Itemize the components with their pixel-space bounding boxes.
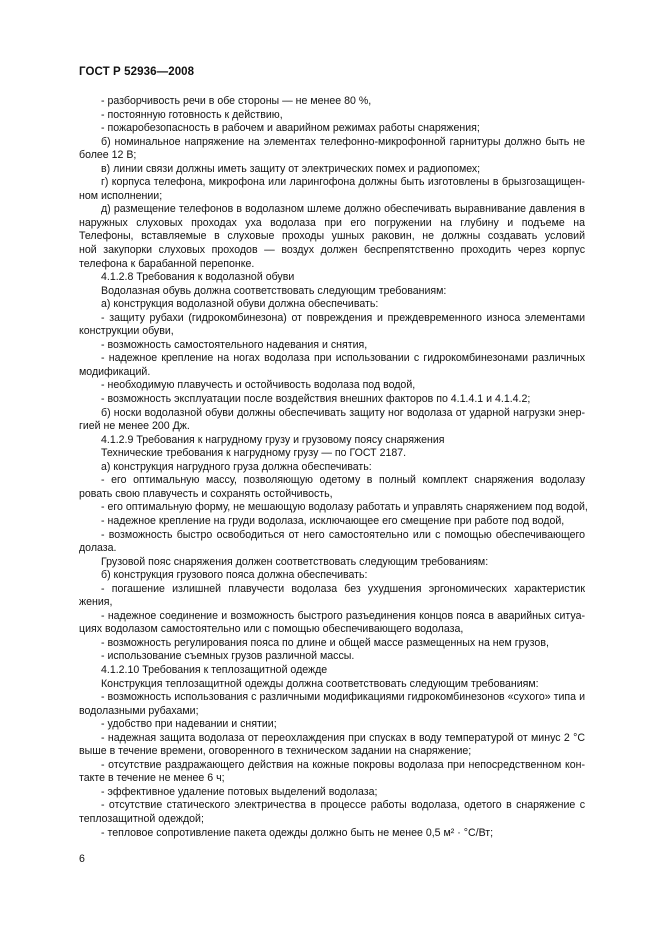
text-line: - отсутствие статического электричества в процессе работы водолаза, одетого в снаряжение с bbox=[101, 799, 585, 812]
text-line: водолазными рубахами; bbox=[79, 704, 199, 717]
page-number: 6 bbox=[79, 853, 85, 865]
text-line: - удобство при надевании и снятии; bbox=[101, 718, 277, 731]
text-line: такте в течение не менее 6 ч; bbox=[79, 772, 225, 785]
text-line: - разборчивость речи в обе стороны — не менее 80 %, bbox=[101, 95, 372, 107]
text-line: - надежная защита водолаза от переохлаждения при спусках в воду температурой от минус 2 °С bbox=[101, 731, 585, 744]
text-line: теплозащитной одеждой; bbox=[79, 812, 204, 825]
text-line: - возможность самостоятельного надевания и снятия, bbox=[101, 338, 368, 351]
text-line: Водолазная обувь должна соответствовать следующим требованиям: bbox=[101, 284, 447, 297]
text-line: Грузовой пояс снаряжения должен соответствовать следующим требованиям: bbox=[101, 555, 489, 568]
text-line: - его оптимальную форму, не мешающую водолазу работать и управлять снаряжением под водой, bbox=[101, 501, 588, 514]
text-line: модификаций. bbox=[79, 365, 151, 378]
text-line: - необходимую плавучесть и остойчивость водолаза под водой, bbox=[101, 379, 416, 392]
text-line: а) конструкция нагрудного груза должна обеспечивать: bbox=[101, 460, 372, 473]
text-line: - возможность регулирования пояса по длине и общей массе размещенных на нем грузов, bbox=[101, 636, 549, 649]
text-line: циях водолазом самостоятельно или с помощью обеспечивающего водолаза, bbox=[79, 623, 464, 636]
text-line: жения, bbox=[79, 596, 113, 609]
text-line: ной закупорки слуховых проходов — воздух должен беспрепятственно проходить через корпус bbox=[79, 244, 585, 257]
text-line: наружных слуховых проходах уха водолаза при его погружении на глубину и подъеме на bbox=[79, 216, 585, 229]
text-line: Конструкция теплозащитной одежды должна соответствовать следующим требованиям: bbox=[101, 677, 539, 690]
text-line: б) носки водолазной обуви должны обеспечивать защиту ног водолаза от ударной нагрузки энер- bbox=[101, 406, 585, 419]
text-line: Телефоны, вставляемые в слуховые проходы ушных раковин, не должны создавать условий bbox=[79, 230, 585, 243]
text-line: долаза. bbox=[79, 542, 117, 555]
text-line: - использование съемных грузов различной массы. bbox=[101, 650, 355, 663]
text-line: а) конструкция водолазной обуви должна обеспечивать: bbox=[101, 298, 379, 311]
text-line: телефона к барабанной перепонке. bbox=[79, 257, 255, 270]
text-line: - постоянную готовность к действию, bbox=[101, 108, 283, 121]
text-line: - эффективное удаление потовых выделений водолаза; bbox=[101, 785, 378, 798]
text-line: - надежное соединение и возможность быстрого разъединения концов пояса в аварийных ситуа- bbox=[101, 609, 585, 622]
text-line: Технические требования к нагрудному грузу — по ГОСТ 2187. bbox=[101, 447, 407, 460]
text-line: - погашение излишней плавучести водолаза без ухудшения эргономических характеристик bbox=[101, 582, 585, 595]
text-line: - возможность эксплуатации после воздействия внешних факторов по 4.1.4.1 и 4.1.4.2; bbox=[101, 393, 531, 406]
text-line: конструкции обуви, bbox=[79, 325, 174, 338]
text-line: д) размещение телефонов в водолазном шлеме должно обеспечивать выравнивание давления в bbox=[101, 203, 585, 216]
text-line: выше в течение времени, оговоренного в техническом задании на снаряжение; bbox=[79, 745, 472, 758]
text-line: г) корпуса телефона, микрофона или ларингофона должны быть изготовлены в брызгозащищен- bbox=[101, 176, 585, 189]
text-line: б) конструкция грузового пояса должна обеспечивать: bbox=[101, 569, 368, 582]
text-line: - его оптимальную массу, позволяющую одетому в полный комплект снаряжения водолазу bbox=[101, 474, 585, 487]
text-line: ровать свою плавучесть и сохранять остойчивость, bbox=[79, 487, 333, 500]
section-heading: 4.1.2.9 Требования к нагрудному грузу и грузовому поясу снаряжения bbox=[101, 433, 445, 446]
text-line: - тепловое сопротивление пакета одежды должно быть не менее 0,5 м² · °С/Вт; bbox=[101, 826, 494, 839]
text-line: - защиту рубахи (гидрокомбинезона) от повреждения и преждевременного износа элементами bbox=[101, 311, 585, 324]
section-heading: 4.1.2.8 Требования к водолазной обуви bbox=[101, 271, 295, 284]
text-line: более 12 В; bbox=[79, 149, 137, 162]
text-line: - возможность быстро освободиться от него самостоятельно или с помощью обеспечивающего bbox=[101, 528, 585, 541]
text-line: - надежное крепление на груди водолаза, исключающее его смещение при работе под водой, bbox=[101, 514, 565, 527]
text-line: - пожаробезопасность в рабочем и аварийном режимах работы снаряжения; bbox=[101, 122, 480, 135]
section-heading: 4.1.2.10 Требования к теплозащитной одежде bbox=[101, 663, 328, 676]
text-line: б) номинальное напряжение на элементах телефонно-микрофонной гарнитуры должно быть не bbox=[101, 135, 585, 148]
text-line: гией не менее 200 Дж. bbox=[79, 420, 190, 433]
text-line: - отсутствие раздражающего действия на кожные покровы водолаза при непосредственном кон- bbox=[101, 758, 585, 771]
text-line: в) линии связи должны иметь защиту от электрических помех и радиопомех; bbox=[101, 162, 481, 175]
document-header: ГОСТ Р 52936—2008 bbox=[79, 66, 195, 78]
text-line: - надежное крепление на ногах водолаза при использовании с гидрокомбинезонами различных bbox=[101, 352, 585, 365]
text-line: - возможность использования с различными модификациями гидрокомбинезонов «сухого» типа и bbox=[101, 691, 585, 704]
text-line: ном исполнении; bbox=[79, 189, 163, 202]
document-body bbox=[79, 95, 588, 840]
